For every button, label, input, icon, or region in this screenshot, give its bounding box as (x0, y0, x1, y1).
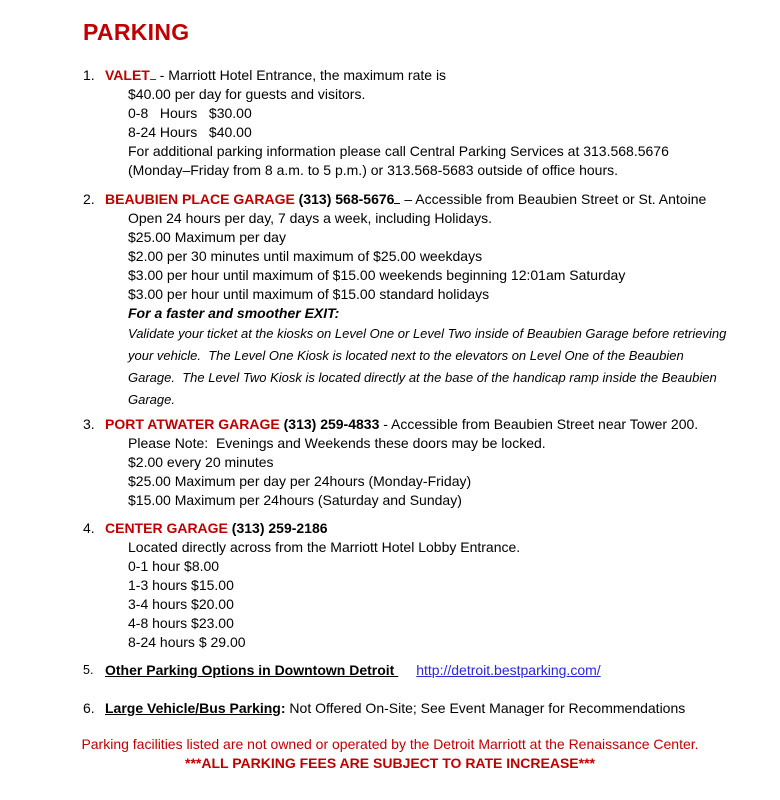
list-item-center-garage (83, 519, 780, 652)
valet-heading (105, 66, 780, 85)
note-line: Please Note: Evenings and Weekends these doors may be locked. (128, 435, 546, 451)
bus-parking-colon: : (280, 700, 286, 716)
bus-parking-name: Large Vehicle/Bus Parking (105, 700, 281, 716)
item-number: 2. (83, 191, 95, 207)
beaubien-name: BEAUBIEN PLACE GARAGE (105, 191, 295, 207)
rate-line: $15.00 Maximum per 24hours (Saturday and Sunday) (128, 492, 462, 508)
rate-line: $2.00 every 20 minutes (128, 454, 274, 470)
disclaimer-footer (0, 735, 780, 773)
best-parking-link[interactable]: http://detroit.bestparking.com/ (416, 662, 601, 678)
info-line: (Monday–Friday from 8 a.m. to 5 p.m.) or 313.568-5683 outside of office hours. (128, 162, 618, 178)
list-item-bus-parking (83, 699, 780, 718)
rate-line: $25.00 Maximum per day per 24hours (Monday-Friday) (128, 473, 472, 489)
bus-parking-desc: Not Offered On-Site; See Event Manager for Recommendations (285, 700, 686, 716)
rate-line: Open 24 hours per day, 7 days a week, including Holidays. (128, 210, 492, 226)
exit-note-line: Garage. (128, 392, 175, 407)
exit-note-line: your vehicle. The Level One Kiosk is located next to the elevators on Level One of the Beaubien (128, 348, 684, 363)
exit-note-line: Garage. The Level Two Kiosk is located directly at the base of the handicap ramp inside the Beaubien (128, 370, 717, 385)
rate-line: $25.00 Maximum per day (128, 229, 286, 245)
rate-line: $3.00 per hour until maximum of $15.00 weekends beginning 12:01am Saturday (128, 267, 626, 283)
list-item-other-parking-options (83, 661, 780, 680)
port-atwater-desc: - Accessible from Beaubien Street near Tower 200. (379, 416, 699, 432)
item-number: 6. (83, 700, 95, 716)
rate-line: $3.00 per hour until maximum of $15.00 standard holidays (128, 286, 490, 302)
exit-note-heading: For a faster and smoother EXIT: (128, 305, 340, 321)
valet-name: VALET (105, 67, 150, 83)
valet-details (128, 85, 780, 180)
list-item-port-atwater-garage (83, 415, 780, 510)
list-item-valet (83, 66, 780, 180)
center-garage-name: CENTER GARAGE (105, 520, 228, 536)
beaubien-phone: (313) 568-5676 (294, 191, 395, 207)
other-options-name: Other Parking Options in Downtown Detroit (105, 662, 399, 678)
rate-line: 0-1 hour $8.00 (128, 558, 220, 574)
rate-line: 8-24 Hours $40.00 (128, 124, 252, 140)
center-garage-phone: (313) 259-2186 (227, 520, 328, 536)
port-atwater-details (128, 434, 780, 510)
rate-line: $2.00 per 30 minutes until maximum of $25.00 weekdays (128, 248, 483, 264)
other-options-heading (105, 661, 780, 680)
rate-line: $40.00 per day for guests and visitors. (128, 86, 366, 102)
rate-increase-notice: ***ALL PARKING FEES ARE SUBJECT TO RATE INCREASE*** (185, 755, 595, 771)
beaubien-heading (105, 190, 780, 209)
page-title: PARKING (83, 19, 190, 45)
beaubien-desc: – Accessible from Beaubien Street or St. Antoine (400, 191, 707, 207)
port-atwater-phone: (313) 259-4833 (279, 416, 380, 432)
center-garage-details (128, 538, 780, 652)
item-number: 5. (83, 663, 94, 677)
item-number: 1. (83, 67, 95, 83)
port-atwater-name: PORT ATWATER GARAGE (105, 416, 280, 432)
center-garage-heading (105, 519, 780, 538)
note-line: Located directly across from the Marriott Hotel Lobby Entrance. (128, 539, 521, 555)
rate-line: 1-3 hours $15.00 (128, 577, 234, 593)
list-item-beaubien-garage (83, 190, 780, 411)
item-number: 3. (83, 416, 95, 432)
rate-line: 4-8 hours $23.00 (128, 615, 234, 631)
exit-note-line: Validate your ticket at the kiosks on Level One or Level Two inside of Beaubien Garage before retrieving (128, 326, 727, 341)
beaubien-details (128, 209, 780, 411)
bus-parking-heading (105, 699, 780, 718)
item-number: 4. (83, 520, 95, 536)
valet-desc: - Marriott Hotel Entrance, the maximum rate is (155, 67, 447, 83)
rate-line: 0-8 Hours $30.00 (128, 105, 252, 121)
info-line: For additional parking information please call Central Parking Services at 313.568.5676 (128, 143, 669, 159)
rate-line: 3-4 hours $20.00 (128, 596, 234, 612)
port-atwater-heading (105, 415, 780, 434)
rate-line: 8-24 hours $ 29.00 (128, 634, 246, 650)
disclaimer-line: Parking facilities listed are not owned or operated by the Detroit Marriott at the Renaissance Center. (81, 736, 699, 752)
